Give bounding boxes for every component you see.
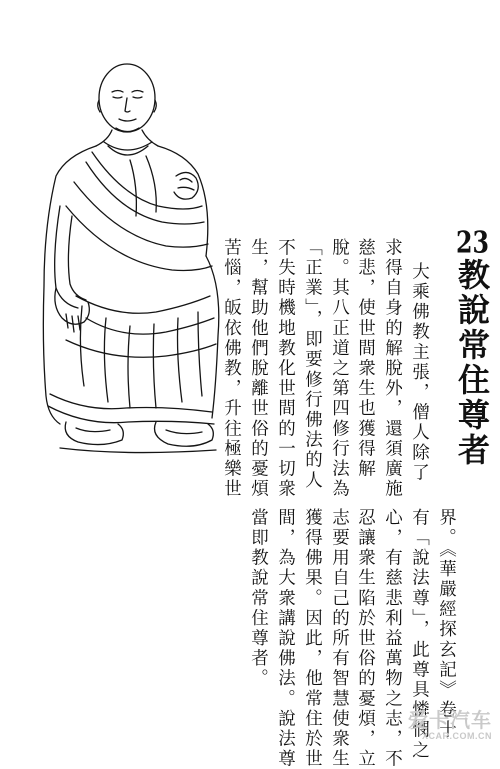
text-column: 大乘佛教主張，僧人除了 (409, 262, 430, 484)
text-column: 有「說法尊」，此尊具憐憫之 (409, 508, 430, 761)
text-column: 求得自身的解脫外，還須廣施 (382, 238, 403, 500)
watermark-sub: XCAR.COM.CN (422, 731, 492, 741)
watermark (408, 704, 492, 741)
title-text: 教說常住尊者 (453, 258, 491, 468)
text-column: 忍讓衆生陷於世俗的憂煩，立 (355, 508, 376, 769)
monk-illustration (26, 56, 236, 466)
text-column: 生，幫助他們脫離世俗的憂煩 (248, 238, 269, 500)
watermark-main: 爱卡汽车 (408, 710, 492, 732)
text-column: 志要用自己的所有智慧使衆生 (329, 508, 350, 769)
text-column: 苦惱，皈依佛教，升往極樂世 (221, 238, 242, 500)
text-column: 「正業」，即要修行佛法的人 (302, 238, 323, 491)
text-column: 慈悲，使世間衆生也獲得解 (355, 238, 376, 480)
title-number: 23 (456, 228, 489, 258)
section-title (446, 228, 491, 468)
text-column: 心，有慈悲利益萬物之志，不 (382, 508, 403, 769)
text-column: 脫。其八正道之第四修行法為 (329, 238, 350, 500)
text-column: 間，為大衆講說佛法。說法尊 (275, 508, 296, 769)
text-column: 當即教說常住尊者。 (248, 508, 269, 689)
text-column: 獲得佛果。因此，他常住於世 (302, 508, 323, 769)
text-column: 不失時機地教化世間的一切衆 (275, 238, 296, 500)
text-column: 界。《華嚴經探玄記》卷十 (436, 508, 457, 741)
